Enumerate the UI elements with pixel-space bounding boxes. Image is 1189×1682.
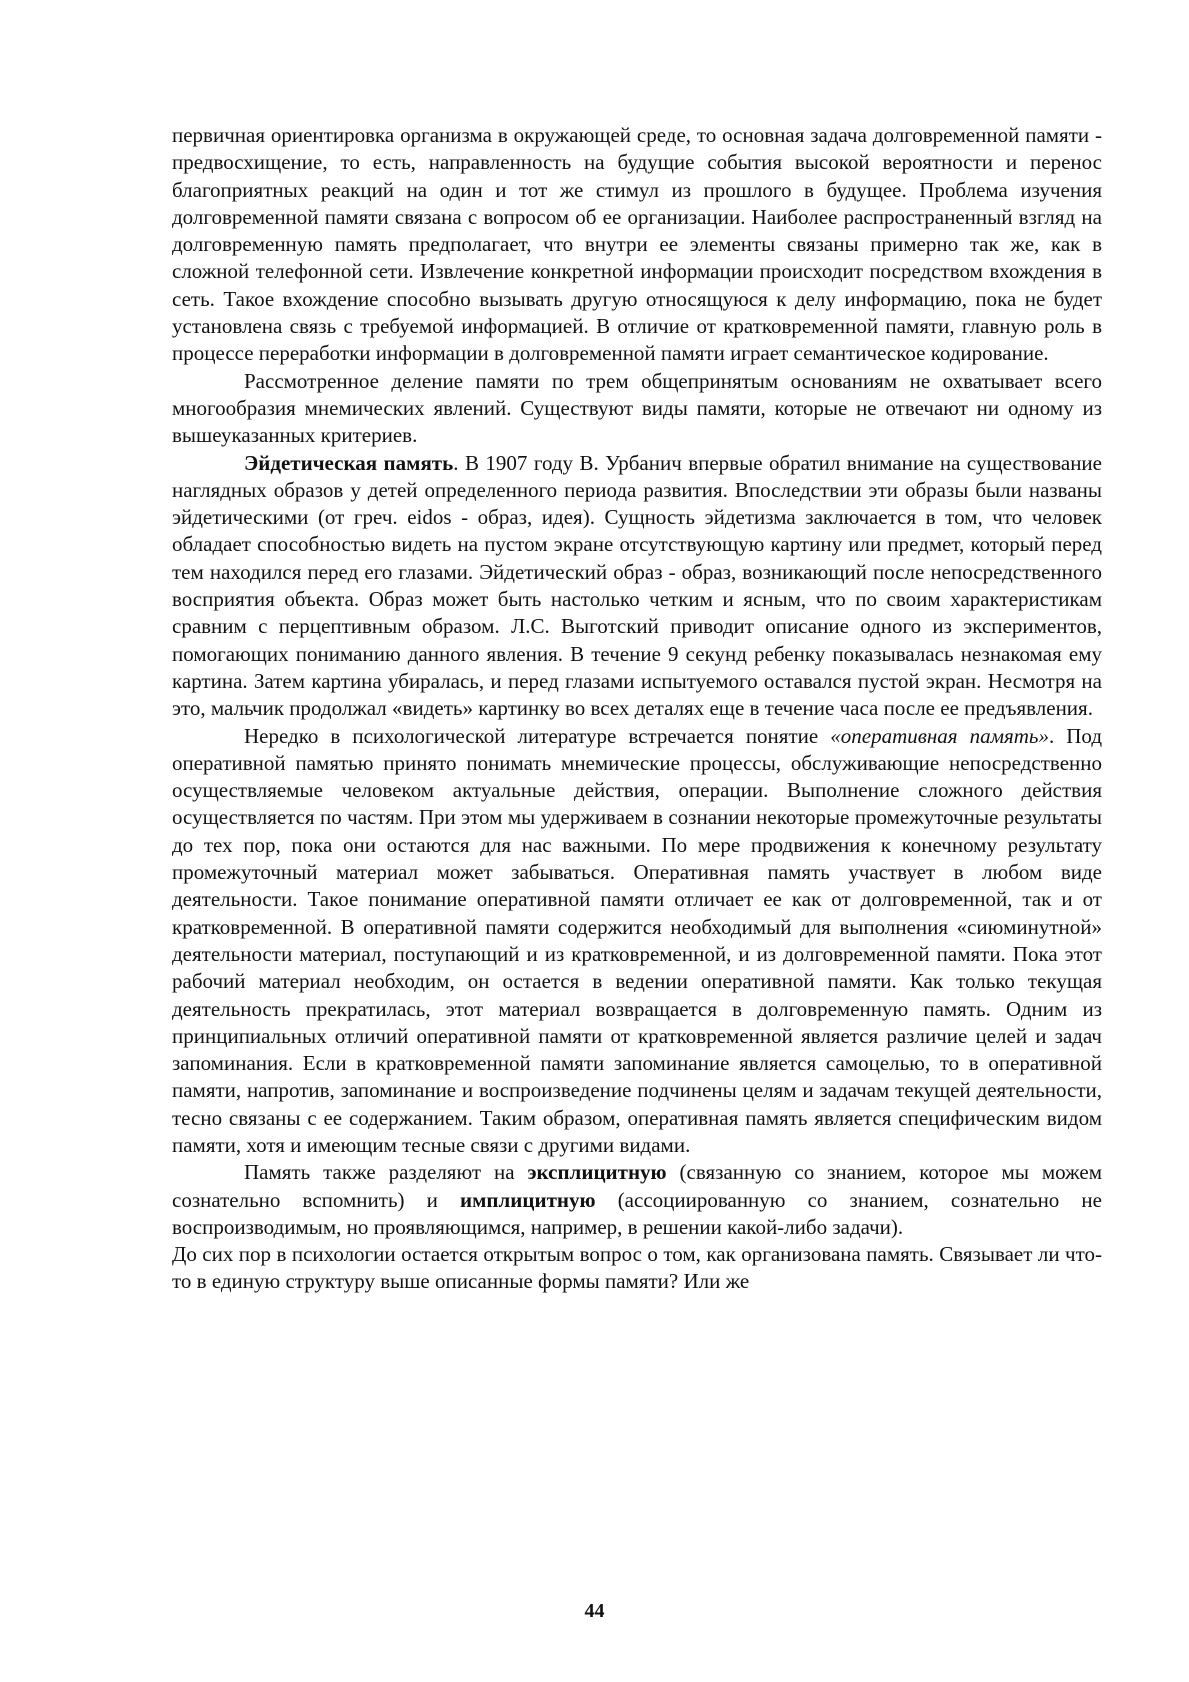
text-segment: . В 1907 году В. Урбанич впервые обратил внимание на существование наглядных образов у детей определенного периода развития. Впоследствии эти образы были названы эйдетическими (от греч. eidos - образ, идея). Сущность эйдетизма заключается в том, что человек обладает способностью видеть на пустом экране отсутствующую картину или предмет, который перед тем находился перед его глазами. Эйдетический образ - образ, возникающий после непосредственного восприятия объекта. Образ может быть настолько четким и ясным, что по своим характеристикам сравним с перцептивным образом. Л.С. Выготский приводит описание одного из экспериментов, помогающих пониманию данного явления. В течение 9 секунд ребенку показывалась незнакомая ему картина. Затем картина убиралась, и перед глазами испытуемого оставался пустой экран. Несмотря на это, мальчик продолжал «видеть» картинку во всех деталях еще в течение часа после ее предъявления.: [172, 450, 1102, 721]
paragraph-long-term-memory: [172, 122, 1102, 368]
paragraph-memory-classification: [172, 368, 1102, 450]
paragraph-explicit-implicit: [172, 1159, 1102, 1241]
page-body: [172, 122, 1102, 1296]
term-eidetic-memory: Эйдетическая память: [244, 450, 454, 475]
paragraph-operative-memory: [172, 723, 1102, 1160]
paragraph-open-question: [172, 1241, 1102, 1296]
text-segment: (ассоциированную со знанием, сознательно не воспроизводимым, но проявляющимся, например, в решении какой-либо задачи).: [172, 1187, 1102, 1239]
text-segment: первичная ориентировка организма в окружающей среде, то основная задача долговременной памяти - предвосхищение, то есть, направленность на будущие события высокой вероятности и перенос благоприятных реакций на один и тот же стимул из прошлого в будущее. Проблема изучения долговременной памяти связана с вопросом об ее организации. Наиболее распространенный взгляд на долговременную память предполагает, что внутри ее элементы связаны примерно так же, как в сложной телефонной сети. Извлечение конкретной информации происходит посредством вхождения в сеть. Такое вхождение способно вызывать другую относящуюся к делу информацию, пока не будет установлена связь с требуемой информацией. В отличие от кратковременной памяти, главную роль в процессе переработки информации в долговременной памяти играет семантическое кодирование.: [172, 123, 1102, 366]
paragraph-eidetic-memory: [172, 450, 1102, 723]
page-number: 44: [584, 1600, 605, 1622]
text-segment: Нередко в психологической литературе встречается понятие: [244, 723, 831, 748]
text-segment: . Под оперативной памятью принято понимать мнемические процессы, обслуживающие непосредственно осуществляемые человеком актуальные действия, операции. Выполнение сложного действия осуществляется по частям. При этом мы удерживаем в сознании некоторые промежуточные результаты до тех пор, пока они остаются для нас важными. По мере продвижения к конечному результату промежуточный материал может забываться. Оперативная память участвует в любом виде деятельности. Такое понимание оперативной памяти отличает ее как от долговременной, так и от кратковременной. В оперативной памяти содержится необходимый для выполнения «сиюминутной» деятельности материал, поступающий и из кратковременной, и из долговременной памяти. Пока этот рабочий материал необходим, он остается в ведении оперативной памяти. Как только текущая деятельность прекратилась, этот материал возвращается в долговременную память. Одним из принципиальных отличий оперативной памяти от кратковременной является различие целей и задач запоминания. Если в кратковременной памяти запоминание является самоцелью, то в оперативной памяти, напротив, запоминание и воспроизведение подчинены целям и задачам текущей деятельности, тесно связаны с ее содержанием. Таким образом, оперативная память является специфическим видом памяти, хотя и имеющим тесные связи с другими видами.: [172, 723, 1103, 1157]
text-segment: (связанную со знанием, которое мы можем сознательно вспомнить) и: [172, 1160, 1102, 1212]
term-operative-memory: «оперативная память»: [830, 723, 1049, 748]
term-implicit: имплицитную: [460, 1187, 596, 1212]
text-segment: Рассмотренное деление памяти по трем общепринятым основаниям не охватывает всего многообразия мнемических явлений. Существуют виды памяти, которые не отвечают ни одному из вышеуказанных критериев.: [172, 368, 1102, 448]
term-explicit: эксплицитную: [527, 1160, 667, 1185]
text-segment: Память также разделяют на: [244, 1160, 528, 1185]
text-segment: До сих пор в психологии остается открытым вопрос о том, как организована память. Связывает ли что-то в единую структуру выше описанные формы памяти? Или же: [172, 1242, 1102, 1294]
